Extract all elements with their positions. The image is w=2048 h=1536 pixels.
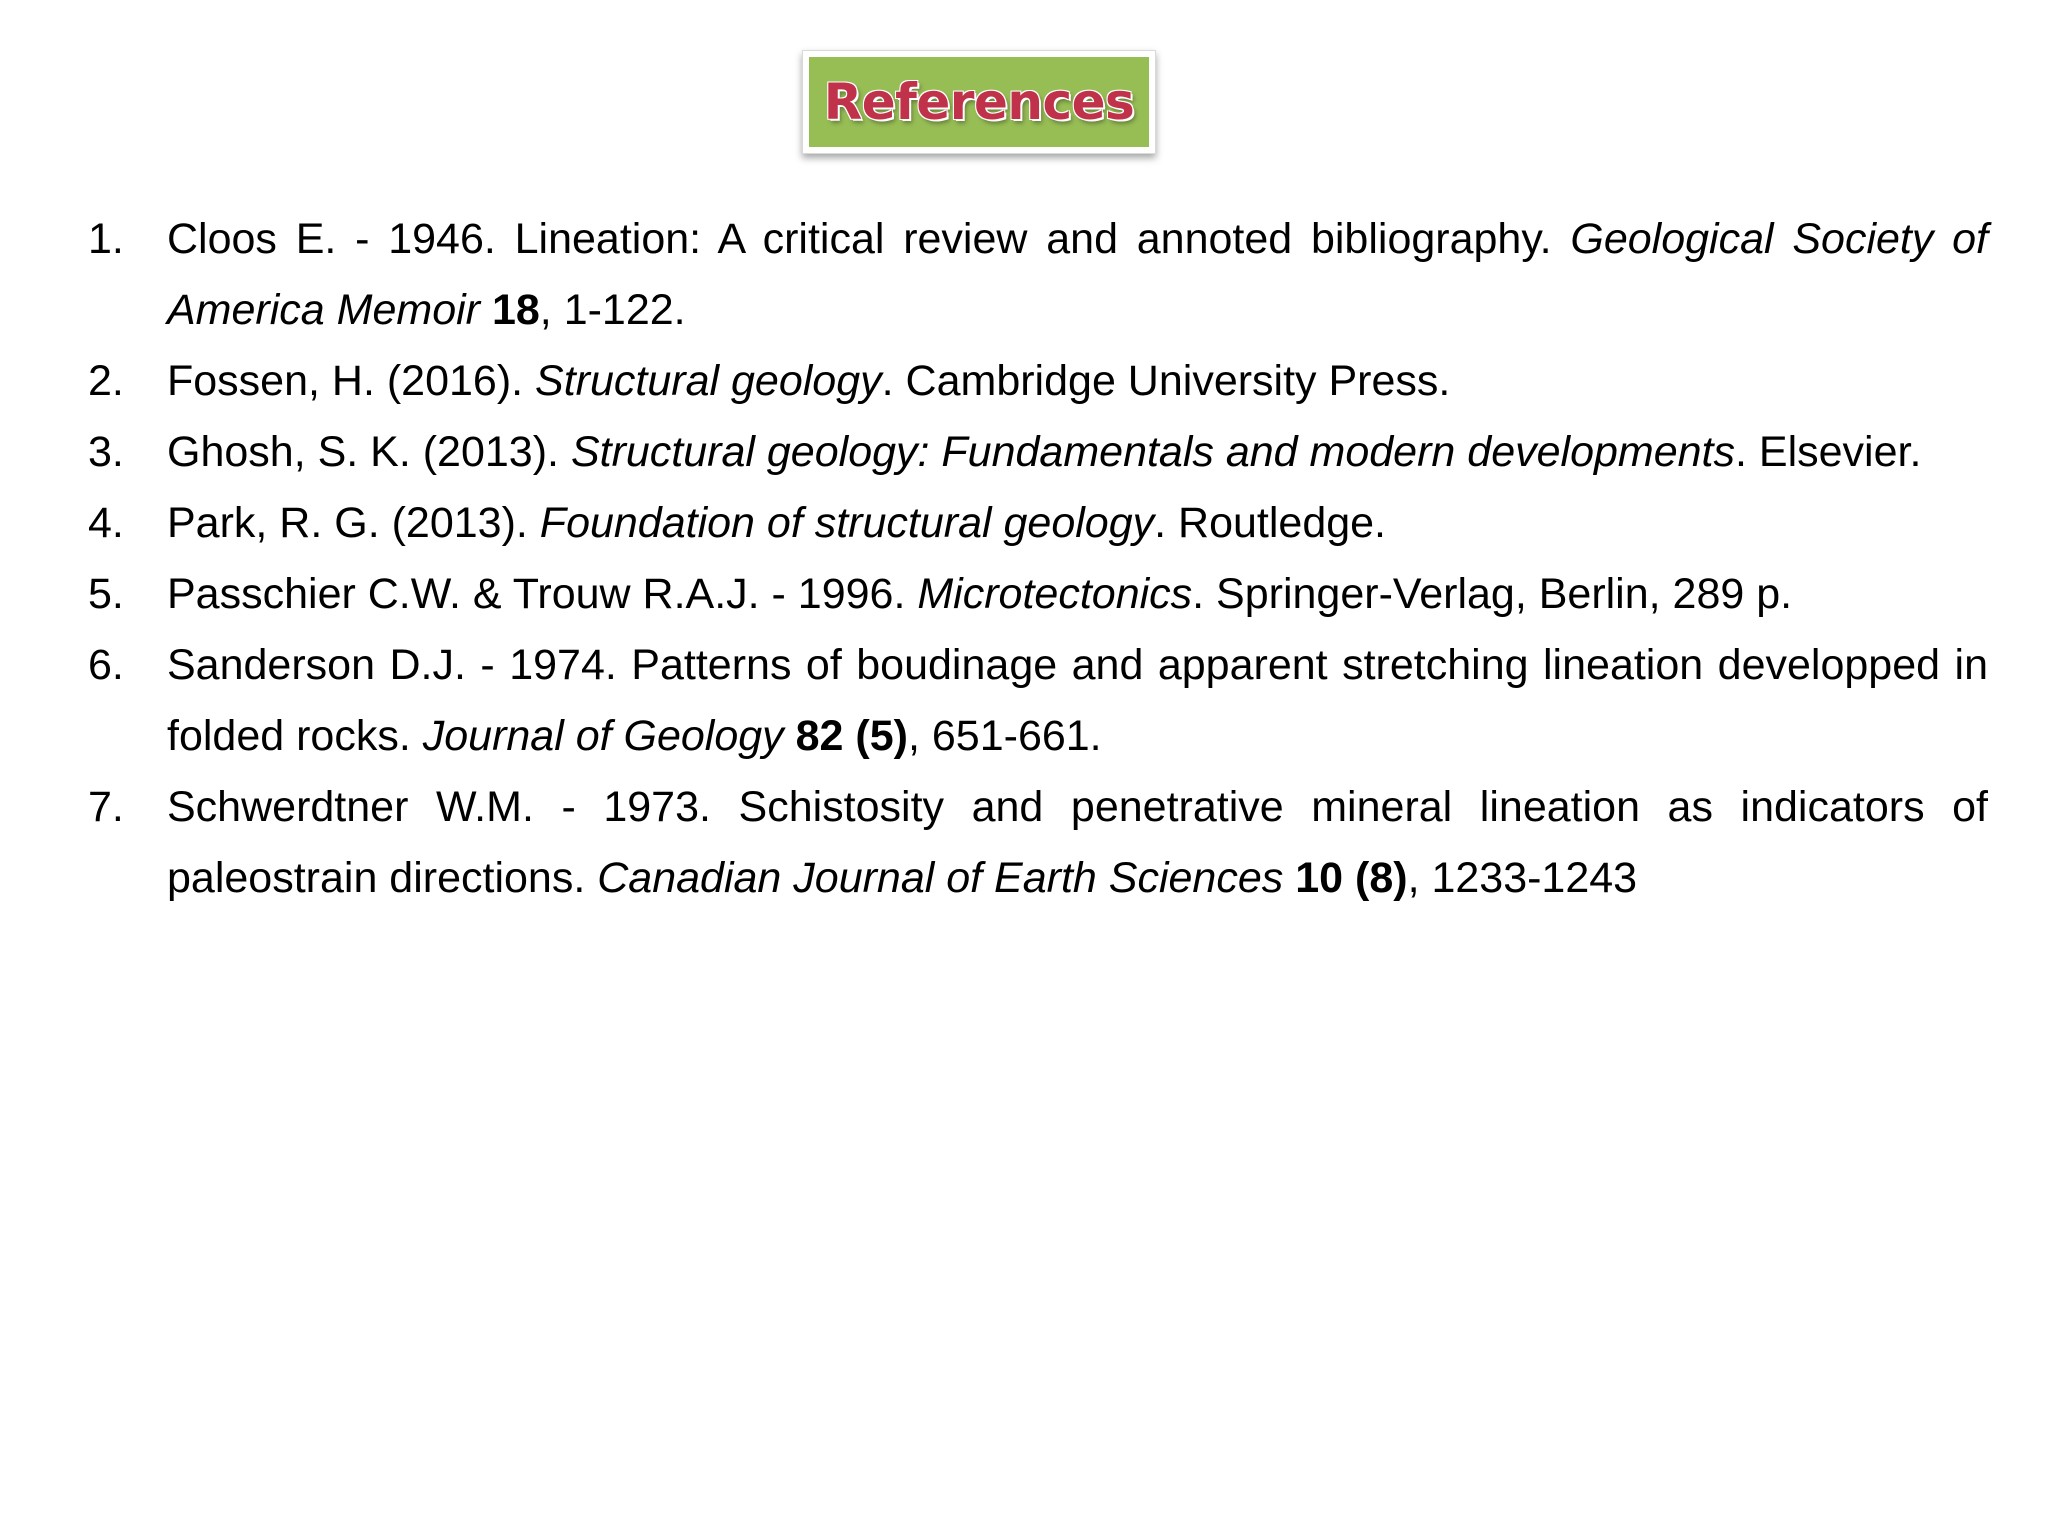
reference-number: 2.: [88, 357, 124, 405]
title-badge-inner: [809, 57, 1149, 147]
reference-journal: Journal of Geology: [422, 712, 784, 760]
reference-space: [1283, 854, 1295, 902]
reference-list: [88, 204, 1988, 914]
reference-book-title: Foundation of structural geology: [539, 499, 1155, 547]
reference-number: 7.: [88, 783, 124, 831]
reference-book-title: Structural geology: [535, 357, 882, 405]
reference-item-1: [88, 204, 1988, 346]
reference-volume: 10 (8): [1295, 854, 1408, 902]
reference-number: 5.: [88, 570, 124, 618]
reference-number: 6.: [88, 641, 124, 689]
reference-item-5: [88, 559, 1988, 630]
page-title: References: [823, 73, 1135, 131]
reference-publisher: . Cambridge University Press.: [881, 357, 1451, 405]
reference-item-6: [88, 630, 1988, 772]
reference-number: 3.: [88, 428, 124, 476]
reference-volume: 18: [491, 286, 540, 334]
title-badge: [802, 50, 1156, 154]
reference-publisher: . Routledge.: [1154, 499, 1387, 547]
reference-space: [480, 286, 492, 334]
reference-text: Ghosh, S. K. (2013).: [167, 428, 571, 476]
reference-pages: , 1-122.: [539, 286, 686, 334]
reference-item-3: [88, 417, 1988, 488]
reference-item-4: [88, 488, 1988, 559]
reference-text: Fossen, H. (2016).: [167, 357, 536, 405]
reference-item-7: [88, 772, 1988, 914]
reference-number: 1.: [88, 215, 124, 263]
reference-book-title: Microtectonics: [917, 570, 1193, 618]
reference-pages: , 1233-1243: [1407, 854, 1638, 902]
reference-publisher: . Springer-Verlag, Berlin, 289 p.: [1192, 570, 1793, 618]
reference-text: Park, R. G. (2013).: [167, 499, 540, 547]
reference-book-title: Structural geology: Fundamentals and modern developments: [570, 428, 1736, 476]
reference-journal: Geological Society of America Memoir: [167, 215, 1988, 334]
reference-publisher: . Elsevier.: [1735, 428, 1922, 476]
reference-text: Schwerdtner W.M. - 1973. Schistosity and penetrative mineral lineation as indicators of paleostrain directions.: [167, 783, 1988, 902]
reference-number: 4.: [88, 499, 124, 547]
reference-text: Passchier C.W. & Trouw R.A.J. - 1996.: [167, 570, 918, 618]
reference-text: Cloos E. - 1946. Lineation: A critical review and annoted bibliography.: [167, 215, 1571, 263]
reference-text: Sanderson D.J. - 1974. Patterns of boudinage and apparent stretching lineation developped in folded rocks.: [167, 641, 1988, 760]
reference-space: [784, 712, 796, 760]
reference-item-2: [88, 346, 1988, 417]
reference-journal: Canadian Journal of Earth Sciences: [597, 854, 1284, 902]
reference-volume: 82 (5): [795, 712, 908, 760]
reference-pages: , 651-661.: [907, 712, 1102, 760]
